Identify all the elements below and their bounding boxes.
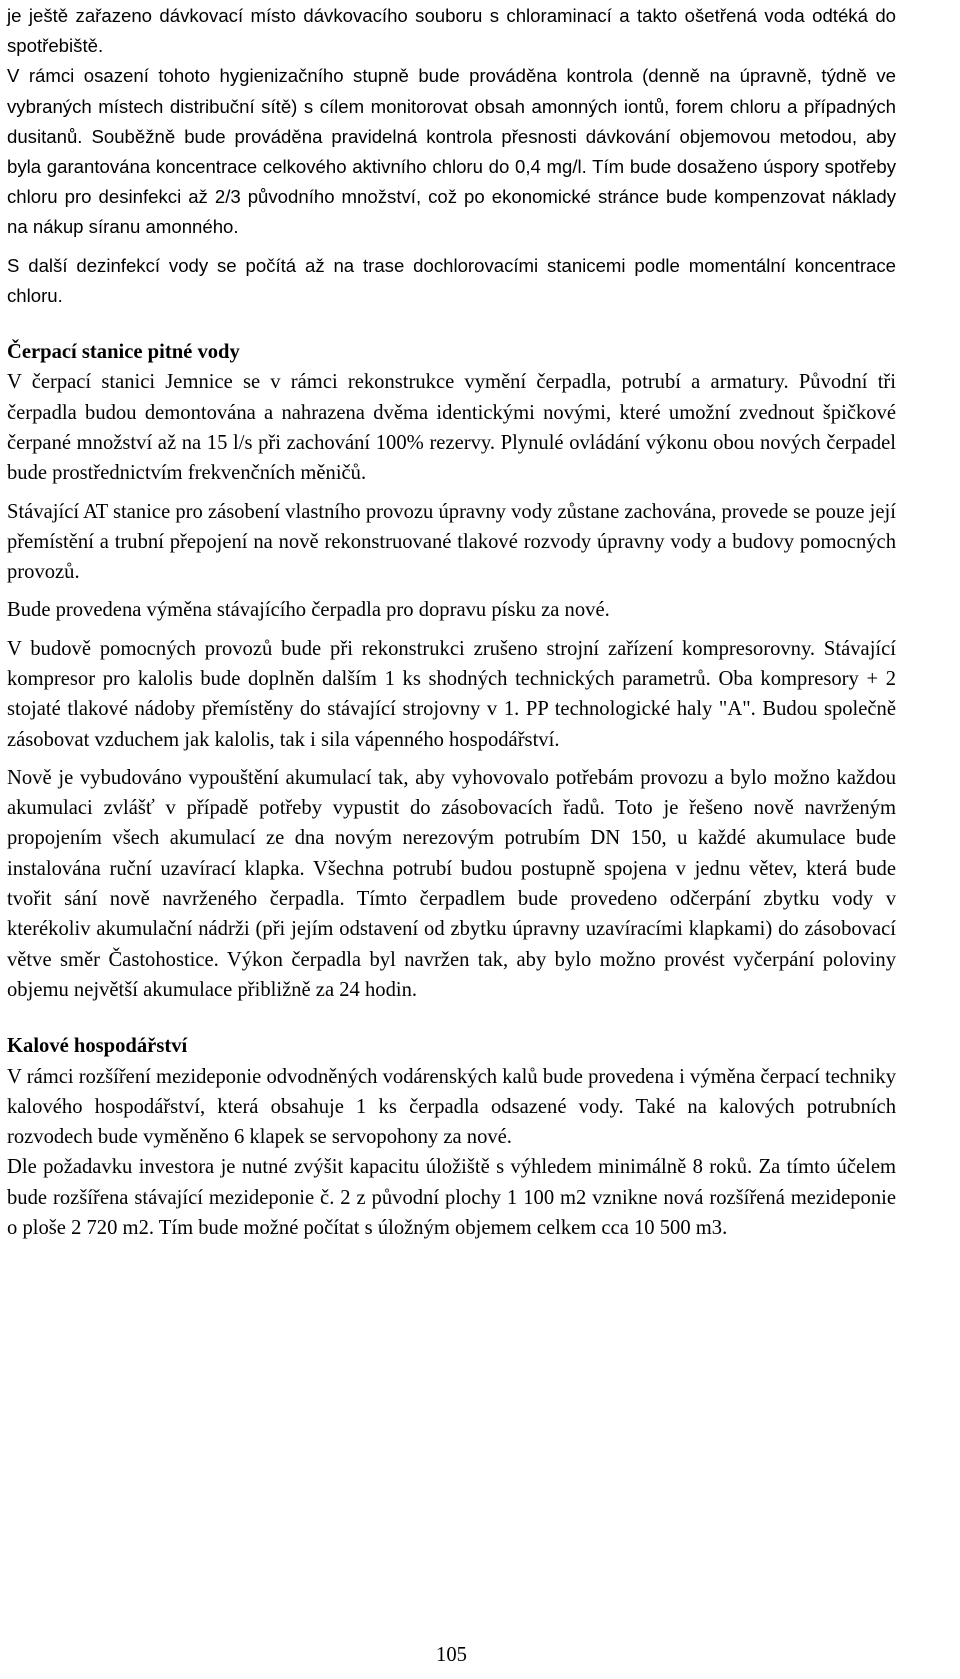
heading-sludge-management: Kalové hospodářství bbox=[7, 1035, 188, 1058]
paragraph-dosing-intro: je ještě zařazeno dávkovací místo dávkovacího souboru s chloraminací a takto ošetřená voda odtéká do spotřebiště. bbox=[7, 5, 896, 57]
document-page bbox=[7, 0, 896, 1679]
paragraph-hygiene-control: V rámci osazení tohoto hygienizačního stupně bude prováděna kontrola (denně na úpravně, týdně ve vybraných místech distribuční sítě) s cílem monitorovat obsah amonných iontů, forem chloru a případných dusitanů. Souběžně bude prováděna pravidelná kontrola přesnosti dávkování objemovou metodou, aby byla garantována koncentrace celkového aktivního chloru do 0,4 mg/l. Tím bude dosaženo úspory spotřeby chloru pro desinfekci až 2/3 původního množství, což po ekonomické stránce bude kompenzovat náklady na nákup síranu amonného. bbox=[7, 65, 896, 238]
heading-pumping-station: Čerpací stanice pitné vody bbox=[7, 341, 240, 364]
paragraph-compressors: V budově pomocných provozů bude při rekonstrukci zrušeno strojní zařízení kompresorovny. Stávající kompresor pro kalolis bude doplněn dalším 1 ks shodných technických parametrů. Oba kompresory + 2 stojaté tlakové nádoby přemístěny do stávající strojovny v 1. PP technologické haly "A". Budou společně zásobovat vzduchem jak kalolis, tak i sila vápenného hospodářství. bbox=[7, 637, 896, 751]
paragraph-sand-pump: Bude provedena výměna stávajícího čerpadla pro dopravu písku za nové. bbox=[7, 599, 610, 622]
paragraph-accumulation-drain: Nově je vybudováno vypouštění akumulací tak, aby vyhovovalo potřebám provozu a bylo možno každou akumulaci zvlášť v případě potřeby vypustit do zásobovacích řadů. Toto je řešeno nově navrženým propojením všech akumulací ze dna novým nerezovým potrubím DN 150, u každé akumulace bude instalována ruční uzavírací klapka. Všechna potrubí budou postupně spojena v jednu větev, která bude tvořit sání nově navrženého čerpadla. Tímto čerpadlem bude provedeno odčerpání zbytku vody v kterékoliv akumulační nádrži (při jejím odstavení od zbytku úpravny uzavíracími klapkami) do zásobovací větve směr Častohostice. Výkon čerpadla byl navržen tak, aby bylo možno provést vyčerpání poloviny objemu největší akumulace přibližně za 24 hodin. bbox=[7, 766, 896, 1001]
page-number: 105 bbox=[436, 1644, 467, 1666]
paragraph-jemnice-pumps: V čerpací stanici Jemnice se v rámci rekonstrukce vymění čerpadla, potrubí a armatury. Původní tři čerpadla budou demontována a nahrazena dvěma identickými novými, které umožní zvednout špičkové čerpané množství až na 15 l/s při zachování 100% rezervy. Plynulé ovládání výkonu obou nových čerpadel bude prostřednictvím frekvenčních měničů. bbox=[7, 371, 896, 485]
paragraph-storage-capacity: Dle požadavku investora je nutné zvýšit kapacitu úložiště s výhledem minimálně 8 roků. Za tímto účelem bude rozšířena stávající mezideponie č. 2 z původní plochy 1 100 m2 vznikne nová rozšířená mezideponie o ploše 2 720 m2. Tím bude možné počítat s úložným objemem celkem cca 10 500 m3. bbox=[7, 1156, 896, 1240]
paragraph-at-station: Stávající AT stanice pro zásobení vlastního provozu úpravny vody zůstane zachována, provede se pouze její přemístění a trubní přepojení na nově rekonstruované tlakové rozvody úpravny vody a budovy pomocných provozů. bbox=[7, 500, 896, 584]
paragraph-further-disinfection: S další dezinfekcí vody se počítá až na trase dochlorovacími stanicemi podle momentální koncentrace chloru. bbox=[7, 254, 896, 306]
paragraph-sludge-depot: V rámci rozšíření mezideponie odvodněných vodárenských kalů bude provedena i výměna čerpací techniky kalového hospodářství, která obsahuje 1 ks čerpadla odsazené vody. Také na kalových potrubních rozvodech bude vyměněno 6 klapek se servopohony za nové. bbox=[7, 1065, 896, 1149]
